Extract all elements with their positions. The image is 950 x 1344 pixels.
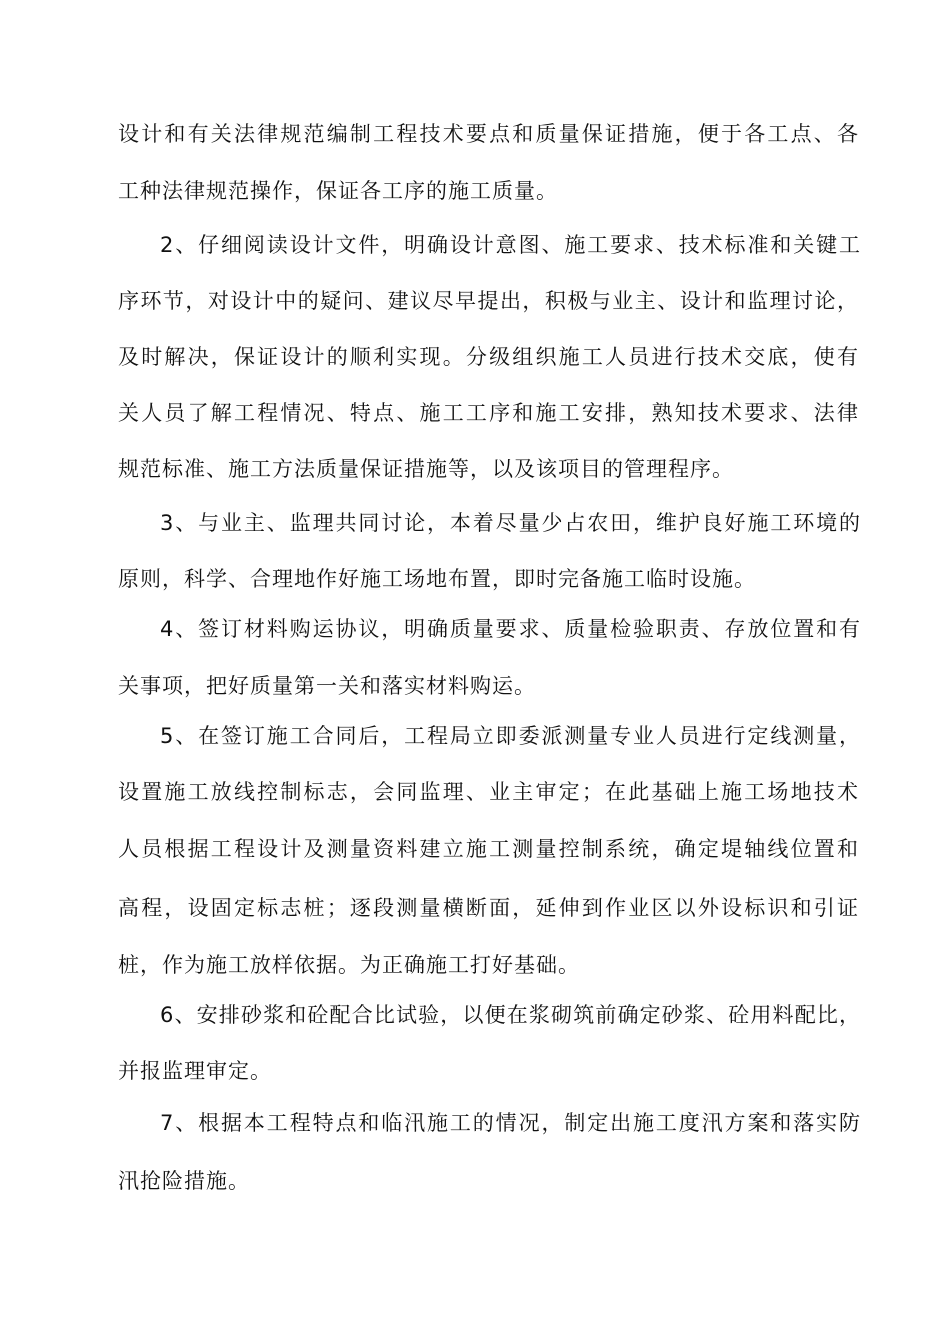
text-line: 及时解决，保证设计的顺利实现。分级组织施工人员进行技术交底，使有 [118,345,858,369]
text-line: 关事项，把好质量第一关和落实材料购运。 [118,674,536,698]
text-line: 3、与业主、监理共同讨论，本着尽量少占农田，维护良好施工环境的 [160,511,860,535]
text-line: 规范标准、施工方法质量保证措施等，以及该项目的管理程序。 [118,457,734,481]
text-line: 6、安排砂浆和砼配合比试验，以便在浆砌筑前确定砂浆、砼用料配比， [160,1003,860,1027]
text-line: 高程，设固定标志桩；逐段测量横断面，延伸到作业区以外设标识和引证 [118,896,858,920]
text-line: 原则，科学、合理地作好施工场地布置，即时完备施工临时设施。 [118,567,756,591]
text-line: 7、根据本工程特点和临汛施工的情况，制定出施工度汛方案和落实防 [160,1111,860,1135]
text-line: 5、在签订施工合同后，工程局立即委派测量专业人员进行定线测量， [160,724,860,748]
text-line: 人员根据工程设计及测量资料建立施工测量控制系统，确定堤轴线位置和 [118,837,858,861]
text-line: 4、签订材料购运协议，明确质量要求、质量检验职责、存放位置和有 [160,617,860,641]
text-line: 序环节，对设计中的疑问、建议尽早提出，积极与业主、设计和监理讨论， [118,289,858,313]
text-line: 桩，作为施工放样依据。为正确施工打好基础。 [118,953,580,977]
text-line: 设计和有关法律规范编制工程技术要点和质量保证措施，便于各工点、各 [118,122,858,146]
text-line: 设置施工放线控制标志，会同监理、业主审定；在此基础上施工场地技术 [118,780,858,804]
text-line: 工种法律规范操作，保证各工序的施工质量。 [118,179,558,203]
text-line: 2、仔细阅读设计文件，明确设计意图、施工要求、技术标准和关键工 [160,233,860,257]
text-line: 关人员了解工程情况、特点、施工工序和施工安排，熟知技术要求、法律 [118,401,858,425]
text-line: 并报监理审定。 [118,1059,272,1083]
text-line: 汛抢险措施。 [118,1169,250,1193]
